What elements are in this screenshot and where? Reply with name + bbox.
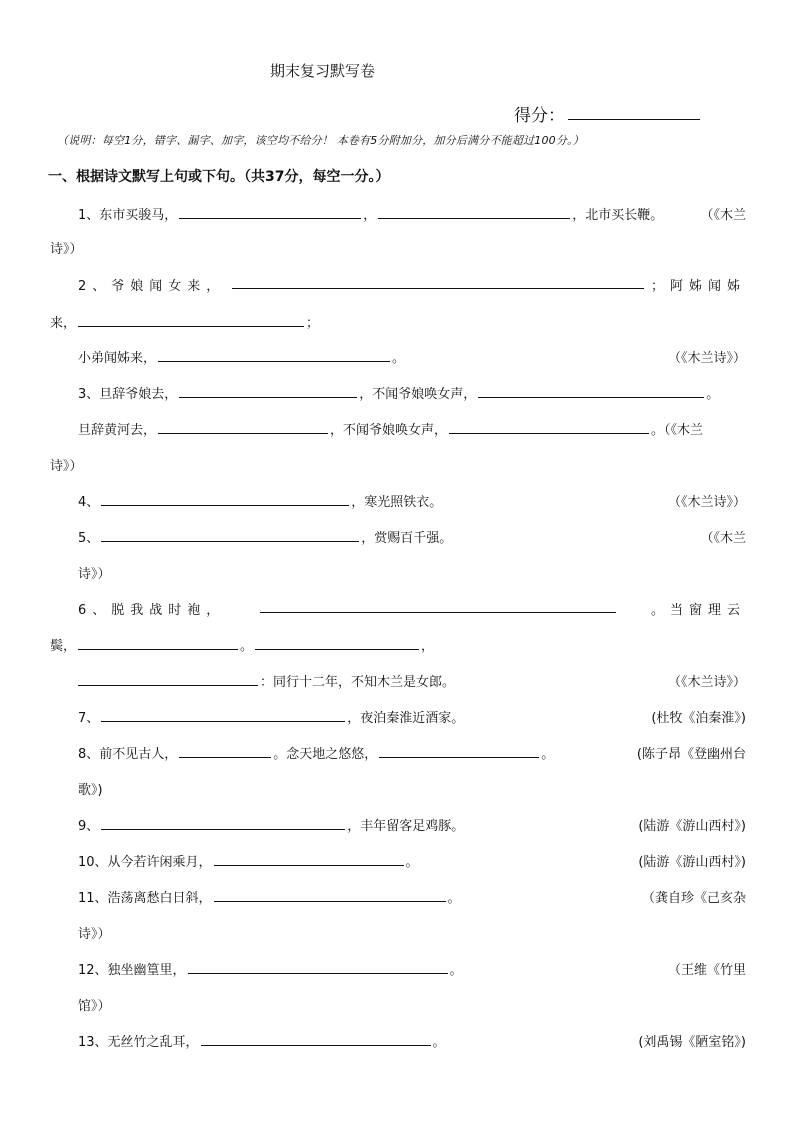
q6-line-3 <box>78 671 455 690</box>
question-2 <box>78 275 746 294</box>
q9-text-b: ，丰年留客足鸡豚。 <box>347 819 465 834</box>
q8-blank-1[interactable] <box>179 744 271 758</box>
q1-text-a: 1、东市买骏马， <box>78 208 178 223</box>
q11-text-b: 。 <box>447 891 461 906</box>
question-3 <box>78 383 719 402</box>
section-heading: 一、根据诗文默写上句或下句。（共37分，每空一分。） <box>48 169 390 185</box>
q2-text-c: 小弟闻姊来， <box>78 351 157 366</box>
q1-text-c: ，北市买长鞭。 <box>572 208 664 223</box>
q6-blank-2[interactable] <box>78 636 238 650</box>
q2-line-3 <box>78 347 405 366</box>
q12-source-cont: 馆》） <box>78 999 111 1014</box>
q10-text-a: 10、从今若许闲乘月， <box>78 855 212 870</box>
q5-source: （《木兰 <box>700 531 746 546</box>
q6-text-d: ， <box>421 639 435 654</box>
question-9 <box>78 815 464 834</box>
q8-text-b: 。念天地之悠悠， <box>273 747 378 762</box>
q13-text-a: 13、无丝竹之乱耳， <box>78 1035 199 1050</box>
q3-line-2 <box>78 419 703 438</box>
q12-text-b: 。 <box>449 963 463 978</box>
question-1 <box>78 204 663 223</box>
q9-blank-1[interactable] <box>101 816 345 830</box>
q8-text-c: 。 <box>541 747 555 762</box>
q7-text-a: 7、 <box>78 711 100 726</box>
q9-text-a: 9、 <box>78 819 100 834</box>
q4-blank-1[interactable] <box>101 492 349 506</box>
q1-text-b: ， <box>363 208 377 223</box>
question-7 <box>78 707 464 726</box>
q13-blank-1[interactable] <box>201 1032 431 1046</box>
instructions-note: （说明：每空1分，错字、漏字、加字，该空均不给分！ 本卷有5分附加分，加分后满分不能超过100分。） <box>57 134 584 147</box>
q3-blank-4[interactable] <box>449 420 649 434</box>
q13-source: (刘禹锡《陋室铭》) <box>638 1035 746 1050</box>
q4-source: （《木兰诗》） <box>667 495 746 510</box>
q10-text-b: 。 <box>405 855 419 870</box>
q9-source: (陆游《游山西村》) <box>638 819 746 834</box>
q1-blank-2[interactable] <box>378 205 570 219</box>
q4-text-a: 4、 <box>78 495 100 510</box>
q12-source: （王维《竹里 <box>667 963 746 978</box>
q2-text-b: ；阿姊闻姊 <box>650 279 746 294</box>
q4-text-b: ，寒光照铁衣。 <box>351 495 443 510</box>
q10-source: (陆游《游山西村》) <box>638 855 746 870</box>
question-11 <box>78 887 461 906</box>
q2-blank-2[interactable] <box>78 313 304 327</box>
q6-line-2 <box>50 635 434 654</box>
q6-blank-1[interactable] <box>260 599 616 613</box>
q7-text-b: ，夜泊秦淮近酒家。 <box>347 711 465 726</box>
q6-source: （《木兰诗》） <box>667 675 746 690</box>
page-title: 期末复习默写卷 <box>270 62 376 80</box>
q3-blank-2[interactable] <box>478 384 704 398</box>
q8-blank-2[interactable] <box>379 744 539 758</box>
q8-text-a: 8、前不见古人， <box>78 747 178 762</box>
q1-blank-1[interactable] <box>179 205 361 219</box>
q12-blank-1[interactable] <box>188 960 448 974</box>
q3-text-e: ，不闻爷娘唤女声， <box>330 423 448 438</box>
q3-text-b: ，不闻爷娘唤女声， <box>359 387 477 402</box>
q6-text-c: 。 <box>240 639 254 654</box>
q6-cont: 鬓， <box>50 639 77 654</box>
q6-blank-4[interactable] <box>78 672 258 686</box>
q3-text-d: 旦辞黄河去， <box>78 423 157 438</box>
q1-source: （《木兰 <box>700 208 746 223</box>
q13-text-b: 。 <box>432 1035 446 1050</box>
q2-blank-3[interactable] <box>158 348 390 362</box>
q6-text-e: ：同行十二年，不知木兰是女郎。 <box>260 675 456 690</box>
q11-text-a: 11、浩荡离愁白日斜， <box>78 891 212 906</box>
q3-text-a: 3、旦辞爷娘去， <box>78 387 178 402</box>
q2-blank-1[interactable] <box>232 275 644 289</box>
question-10 <box>78 851 419 870</box>
q8-source: (陈子昂《登幽州台 <box>636 747 746 762</box>
q2-line-2 <box>50 312 319 331</box>
q2-source: （《木兰诗》） <box>667 351 746 366</box>
q5-text-a: 5、 <box>78 531 100 546</box>
question-4 <box>78 491 442 510</box>
q6-text-a: 6、脱我战时袍， <box>78 603 226 618</box>
q5-blank-1[interactable] <box>101 528 359 542</box>
q3-blank-1[interactable] <box>179 384 357 398</box>
q3-text-f: 。（《木兰 <box>651 423 704 438</box>
question-12 <box>78 959 463 978</box>
q11-source: （龚自珍《己亥杂 <box>641 891 746 906</box>
q11-blank-1[interactable] <box>214 888 446 902</box>
q2-cont-end: ； <box>306 316 320 331</box>
q2-text-a: 2、爷娘闻女来， <box>78 279 226 294</box>
q10-blank-1[interactable] <box>214 852 404 866</box>
question-6 <box>78 599 746 618</box>
q3-blank-3[interactable] <box>158 420 328 434</box>
q6-text-b: 。当窗理云 <box>650 603 746 618</box>
q7-source: (杜牧《泊秦淮》) <box>651 711 746 726</box>
q2-end: 。 <box>392 351 406 366</box>
q6-blank-3[interactable] <box>255 636 419 650</box>
q7-blank-1[interactable] <box>101 708 345 722</box>
question-5 <box>78 527 452 546</box>
score-label: 得分： <box>514 106 565 126</box>
q2-cont: 来， <box>50 316 77 331</box>
q3-text-c: 。 <box>706 387 720 402</box>
q11-source-cont: 诗》） <box>78 927 111 942</box>
q3-source-cont: 诗》） <box>50 459 83 474</box>
q12-text-a: 12、独坐幽篁里， <box>78 963 186 978</box>
question-13 <box>78 1031 446 1050</box>
score-blank[interactable] <box>568 119 700 120</box>
q1-source-cont: 诗》） <box>50 242 83 257</box>
q8-source-cont: 歌》) <box>78 783 103 798</box>
q5-source-cont: 诗》） <box>78 567 111 582</box>
question-8 <box>78 743 554 762</box>
q5-text-b: ，赏赐百千强。 <box>361 531 453 546</box>
